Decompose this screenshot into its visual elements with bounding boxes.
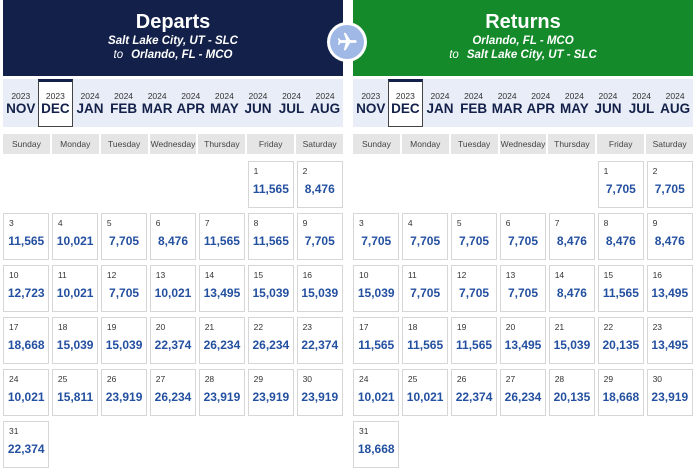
day-cell[interactable] <box>598 161 644 208</box>
day-cell[interactable] <box>598 265 644 312</box>
month-tab-label: MAY <box>559 101 589 116</box>
returns-title: Returns <box>485 11 561 33</box>
month-tab-year: 2024 <box>464 91 484 101</box>
day-number: 30 <box>302 374 313 384</box>
day-cell[interactable] <box>3 421 49 468</box>
day-price: 18,668 <box>602 390 640 404</box>
month-tab-dec[interactable] <box>38 79 74 127</box>
weekday-friday: Friday <box>597 134 644 154</box>
day-cell[interactable] <box>101 265 147 312</box>
day-cell[interactable] <box>500 369 546 416</box>
month-tab-label: APR <box>526 101 556 116</box>
day-number: 26 <box>106 374 117 384</box>
day-cell[interactable] <box>297 369 343 416</box>
empty-cell <box>549 161 595 208</box>
day-cell[interactable] <box>248 265 294 312</box>
month-tab-year: 2024 <box>214 91 234 101</box>
weekday-friday: Friday <box>247 134 294 154</box>
day-number: 10 <box>9 270 19 280</box>
departs-destination: Orlando, FL - MCO <box>131 49 233 61</box>
day-number: 1 <box>603 166 609 176</box>
day-number: 9 <box>302 218 308 228</box>
day-cell[interactable] <box>3 265 49 312</box>
day-cell[interactable] <box>647 317 693 364</box>
day-cell[interactable] <box>52 317 98 364</box>
day-price: 23,919 <box>252 390 290 404</box>
day-price: 20,135 <box>602 338 640 352</box>
day-cell[interactable] <box>549 317 595 364</box>
day-price: 11,565 <box>602 286 639 300</box>
weekday-thursday: Thursday <box>198 134 245 154</box>
month-tab-apr[interactable] <box>174 79 208 127</box>
day-cell[interactable] <box>297 317 343 364</box>
swap-direction-button[interactable] <box>327 22 367 62</box>
day-cell[interactable] <box>598 369 644 416</box>
month-tab-label: DEC <box>41 101 70 116</box>
day-price: 22,374 <box>154 338 192 352</box>
day-number: 24 <box>359 374 369 384</box>
month-tab-year: 2024 <box>564 91 584 101</box>
day-number: 3 <box>359 218 364 228</box>
month-tab-year: 2024 <box>430 91 450 101</box>
month-tab-year: 2024 <box>114 91 134 101</box>
day-price: 11,565 <box>203 234 240 248</box>
day-price: 15,039 <box>553 338 591 352</box>
day-price: 10,021 <box>154 286 192 300</box>
weekday-saturday: Saturday <box>646 134 693 154</box>
weekday-wednesday: Wednesday <box>500 134 547 154</box>
day-number: 13 <box>155 270 166 280</box>
day-price: 8,476 <box>605 234 636 248</box>
day-cell[interactable] <box>402 265 448 312</box>
day-number: 4 <box>57 218 63 228</box>
day-cell[interactable] <box>3 317 49 364</box>
month-tab-year: 2024 <box>181 91 201 101</box>
day-cell[interactable] <box>3 213 49 260</box>
month-tab-year: 2024 <box>80 91 100 101</box>
day-price: 23,919 <box>651 390 689 404</box>
day-number: 8 <box>603 218 609 228</box>
day-cell[interactable] <box>500 213 546 260</box>
day-number: 18 <box>57 322 68 332</box>
day-price: 8,476 <box>304 182 335 196</box>
day-cell[interactable] <box>52 369 98 416</box>
month-tab-label: AUG <box>660 101 691 116</box>
weekday-thursday: Thursday <box>548 134 595 154</box>
departs-destination-line <box>3 48 343 62</box>
month-tab-aug[interactable] <box>658 79 692 127</box>
month-tab-label: NOV <box>6 101 36 116</box>
month-tab-mar[interactable] <box>140 79 174 127</box>
day-number: 22 <box>253 322 264 332</box>
day-cell[interactable] <box>199 213 245 260</box>
day-price: 20,135 <box>553 390 591 404</box>
day-number: 21 <box>204 322 215 332</box>
day-number: 20 <box>155 322 166 332</box>
day-number: 24 <box>9 374 19 384</box>
departs-to-word: to <box>113 49 124 61</box>
day-cell[interactable] <box>3 369 49 416</box>
month-tab-mar[interactable] <box>490 79 524 127</box>
month-tab-feb[interactable] <box>107 79 141 127</box>
day-cell[interactable] <box>101 213 147 260</box>
day-price: 11,565 <box>252 182 289 196</box>
month-tab-may[interactable] <box>558 79 592 127</box>
day-price: 23,919 <box>301 390 339 404</box>
day-price: 10,021 <box>357 390 395 404</box>
month-tab-label: JAN <box>76 101 104 116</box>
day-price: 13,495 <box>651 338 689 352</box>
weekday-monday: Monday <box>52 134 99 154</box>
day-price: 22,374 <box>301 338 339 352</box>
day-price: 26,234 <box>154 390 192 404</box>
day-price: 7,705 <box>507 234 538 248</box>
day-number: 27 <box>505 374 516 384</box>
day-price: 8,476 <box>654 234 685 248</box>
day-number: 27 <box>155 374 166 384</box>
month-tab-label: MAR <box>141 101 173 116</box>
day-number: 22 <box>603 322 614 332</box>
day-price: 23,919 <box>203 390 241 404</box>
returns-month-selector <box>353 79 693 127</box>
day-number: 10 <box>359 270 369 280</box>
weekday-tuesday: Tuesday <box>451 134 498 154</box>
day-number: 29 <box>253 374 264 384</box>
day-price: 10,021 <box>56 234 94 248</box>
day-price: 7,705 <box>304 234 335 248</box>
weekday-monday: Monday <box>402 134 449 154</box>
day-price: 8,476 <box>157 234 188 248</box>
day-price: 13,495 <box>203 286 241 300</box>
day-cell[interactable] <box>549 265 595 312</box>
day-cell[interactable] <box>402 369 448 416</box>
day-price: 7,705 <box>459 286 490 300</box>
day-price: 11,565 <box>8 234 45 248</box>
month-tab-nov[interactable] <box>4 79 38 127</box>
day-number: 25 <box>407 374 418 384</box>
month-tab-year: 2024 <box>315 91 335 101</box>
month-tab-apr[interactable] <box>524 79 558 127</box>
day-price: 7,705 <box>410 286 441 300</box>
day-cell[interactable] <box>199 265 245 312</box>
month-tab-year: 2024 <box>632 91 651 101</box>
day-number: 17 <box>359 322 369 332</box>
day-cell[interactable] <box>248 213 294 260</box>
day-cell[interactable] <box>451 317 497 364</box>
weekday-sunday: Sunday <box>353 134 400 154</box>
day-number: 31 <box>9 426 19 436</box>
day-number: 30 <box>652 374 663 384</box>
day-cell[interactable] <box>150 369 196 416</box>
day-cell[interactable] <box>647 161 693 208</box>
day-price: 18,668 <box>7 338 45 352</box>
departs-panel <box>3 0 343 475</box>
swap-circle <box>330 25 364 59</box>
airplane-icon <box>336 31 358 53</box>
day-number: 9 <box>652 218 658 228</box>
day-price: 15,039 <box>252 286 290 300</box>
returns-calendar-grid <box>353 161 693 468</box>
month-tab-label: JUL <box>628 101 655 116</box>
empty-cell <box>150 161 196 208</box>
day-number: 5 <box>106 218 112 228</box>
month-tab-year: 2023 <box>11 91 31 101</box>
day-price: 11,565 <box>407 338 444 352</box>
day-cell[interactable] <box>647 213 693 260</box>
month-tab-label: JUL <box>278 101 305 116</box>
day-number: 14 <box>204 270 215 280</box>
day-number: 5 <box>456 218 462 228</box>
departs-weekday-header <box>3 134 343 154</box>
day-number: 8 <box>253 218 259 228</box>
day-cell[interactable] <box>451 213 497 260</box>
empty-cell <box>353 161 399 208</box>
day-cell[interactable] <box>101 369 147 416</box>
day-price: 15,039 <box>301 286 339 300</box>
day-number: 14 <box>554 270 565 280</box>
day-cell[interactable] <box>353 369 399 416</box>
day-cell[interactable] <box>402 317 448 364</box>
day-price: 26,234 <box>504 390 542 404</box>
day-cell[interactable] <box>101 317 147 364</box>
day-number: 7 <box>204 218 210 228</box>
day-price: 11,565 <box>358 338 395 352</box>
day-cell[interactable] <box>150 265 196 312</box>
day-number: 3 <box>9 218 14 228</box>
month-tab-label: MAY <box>209 101 239 116</box>
day-number: 6 <box>505 218 511 228</box>
day-cell[interactable] <box>199 369 245 416</box>
empty-cell <box>101 161 147 208</box>
day-cell[interactable] <box>297 265 343 312</box>
day-price: 13,495 <box>651 286 689 300</box>
day-number: 12 <box>456 270 467 280</box>
month-tab-year: 2024 <box>497 91 517 101</box>
day-number: 19 <box>456 322 467 332</box>
day-number: 19 <box>106 322 117 332</box>
day-price: 15,039 <box>105 338 143 352</box>
day-cell[interactable] <box>353 213 399 260</box>
month-tab-year: 2023 <box>361 91 381 101</box>
month-tab-dec[interactable] <box>388 79 424 127</box>
day-price: 7,705 <box>361 234 392 248</box>
day-number: 12 <box>106 270 117 280</box>
day-price: 26,234 <box>252 338 290 352</box>
day-price: 18,668 <box>357 442 395 456</box>
day-price: 10,021 <box>406 390 444 404</box>
empty-cell <box>199 161 245 208</box>
day-number: 21 <box>554 322 565 332</box>
day-number: 4 <box>407 218 413 228</box>
month-tab-feb[interactable] <box>457 79 491 127</box>
weekday-wednesday: Wednesday <box>150 134 197 154</box>
day-number: 31 <box>359 426 369 436</box>
month-tab-label: DEC <box>391 101 420 116</box>
day-cell[interactable] <box>353 421 399 468</box>
day-number: 18 <box>407 322 418 332</box>
day-cell[interactable] <box>297 213 343 260</box>
month-tab-year: 2024 <box>531 91 551 101</box>
month-tab-jul[interactable] <box>275 79 309 127</box>
day-cell[interactable] <box>52 213 98 260</box>
month-tab-year: 2024 <box>665 91 685 101</box>
day-number: 28 <box>204 374 215 384</box>
month-tab-label: JUN <box>244 101 272 116</box>
day-price: 15,039 <box>357 286 395 300</box>
day-number: 23 <box>652 322 663 332</box>
day-number: 20 <box>505 322 516 332</box>
day-price: 7,705 <box>109 234 140 248</box>
day-cell[interactable] <box>199 317 245 364</box>
day-price: 10,021 <box>7 390 45 404</box>
day-price: 8,476 <box>556 234 587 248</box>
day-cell[interactable] <box>353 265 399 312</box>
day-cell[interactable] <box>248 317 294 364</box>
returns-weekday-header <box>353 134 693 154</box>
day-number: 25 <box>57 374 68 384</box>
day-price: 11,565 <box>456 338 493 352</box>
returns-origin: Orlando, FL - MCO <box>472 35 574 47</box>
month-tab-year: 2023 <box>395 91 415 101</box>
departs-calendar-grid <box>3 161 343 468</box>
weekday-tuesday: Tuesday <box>101 134 148 154</box>
month-tab-jul[interactable] <box>625 79 659 127</box>
day-number: 1 <box>253 166 259 176</box>
day-price: 7,705 <box>605 182 636 196</box>
day-number: 17 <box>9 322 19 332</box>
departs-origin: Salt Lake City, UT - SLC <box>108 35 238 47</box>
month-tab-label: APR <box>176 101 206 116</box>
day-number: 11 <box>57 270 67 280</box>
month-tab-label: MAR <box>491 101 523 116</box>
day-cell[interactable] <box>451 265 497 312</box>
day-number: 28 <box>554 374 565 384</box>
day-price: 22,374 <box>455 390 493 404</box>
day-price: 22,374 <box>7 442 45 456</box>
day-number: 16 <box>302 270 313 280</box>
day-cell[interactable] <box>248 369 294 416</box>
day-number: 2 <box>302 166 308 176</box>
day-cell[interactable] <box>598 317 644 364</box>
month-tab-year: 2024 <box>598 91 618 101</box>
month-tab-year: 2023 <box>45 91 65 101</box>
month-tab-jan[interactable] <box>73 79 107 127</box>
day-price: 8,476 <box>556 286 587 300</box>
day-price: 13,495 <box>504 338 542 352</box>
departs-title: Departs <box>135 11 211 33</box>
month-tab-label: FEB <box>110 101 138 116</box>
day-cell[interactable] <box>402 213 448 260</box>
day-price: 7,705 <box>459 234 490 248</box>
month-tab-jun[interactable] <box>241 79 275 127</box>
day-price: 11,565 <box>252 234 289 248</box>
day-number: 16 <box>652 270 663 280</box>
day-price: 7,705 <box>507 286 538 300</box>
day-price: 10,021 <box>56 286 94 300</box>
day-cell[interactable] <box>549 213 595 260</box>
departs-header <box>3 0 343 76</box>
day-number: 26 <box>456 374 467 384</box>
day-number: 15 <box>603 270 614 280</box>
empty-cell <box>451 161 497 208</box>
day-cell[interactable] <box>647 369 693 416</box>
day-cell[interactable] <box>549 369 595 416</box>
weekday-sunday: Sunday <box>3 134 50 154</box>
month-tab-label: JAN <box>426 101 454 116</box>
day-cell[interactable] <box>598 213 644 260</box>
month-tab-label: FEB <box>460 101 488 116</box>
month-tab-year: 2024 <box>248 91 268 101</box>
empty-cell <box>52 161 98 208</box>
day-number: 23 <box>302 322 313 332</box>
returns-panel <box>353 0 693 475</box>
returns-header <box>353 0 693 76</box>
month-tab-jan[interactable] <box>423 79 457 127</box>
day-number: 13 <box>505 270 516 280</box>
day-cell[interactable] <box>500 317 546 364</box>
day-number: 2 <box>652 166 658 176</box>
day-price: 7,705 <box>654 182 685 196</box>
month-tab-may[interactable] <box>208 79 242 127</box>
day-price: 7,705 <box>109 286 140 300</box>
month-tab-year: 2024 <box>282 91 301 101</box>
day-price: 12,723 <box>7 286 45 300</box>
month-tab-nov[interactable] <box>354 79 388 127</box>
day-price: 23,919 <box>105 390 143 404</box>
month-tab-jun[interactable] <box>591 79 625 127</box>
day-price: 7,705 <box>410 234 441 248</box>
departs-month-selector <box>3 79 343 127</box>
empty-cell <box>402 161 448 208</box>
month-tab-label: JUN <box>594 101 622 116</box>
day-cell[interactable] <box>647 265 693 312</box>
day-cell[interactable] <box>451 369 497 416</box>
day-number: 11 <box>407 270 417 280</box>
month-tab-aug[interactable] <box>308 79 342 127</box>
day-cell[interactable] <box>52 265 98 312</box>
returns-destination: Salt Lake City, UT - SLC <box>466 49 597 61</box>
day-price: 26,234 <box>203 338 241 352</box>
day-number: 29 <box>603 374 614 384</box>
day-cell[interactable] <box>150 213 196 260</box>
empty-cell <box>500 161 546 208</box>
day-cell[interactable] <box>500 265 546 312</box>
day-cell[interactable] <box>297 161 343 208</box>
day-number: 6 <box>155 218 161 228</box>
month-tab-label: NOV <box>356 101 386 116</box>
day-number: 15 <box>253 270 264 280</box>
day-price: 15,039 <box>56 338 94 352</box>
day-cell[interactable] <box>353 317 399 364</box>
day-cell[interactable] <box>150 317 196 364</box>
month-tab-year: 2024 <box>147 91 167 101</box>
returns-to-word: to <box>449 49 459 61</box>
day-number: 7 <box>554 218 560 228</box>
empty-cell <box>3 161 49 208</box>
weekday-saturday: Saturday <box>296 134 343 154</box>
returns-destination-line <box>353 48 693 62</box>
month-tab-label: AUG <box>310 101 341 116</box>
day-price: 15,811 <box>57 390 94 404</box>
day-cell[interactable] <box>248 161 294 208</box>
